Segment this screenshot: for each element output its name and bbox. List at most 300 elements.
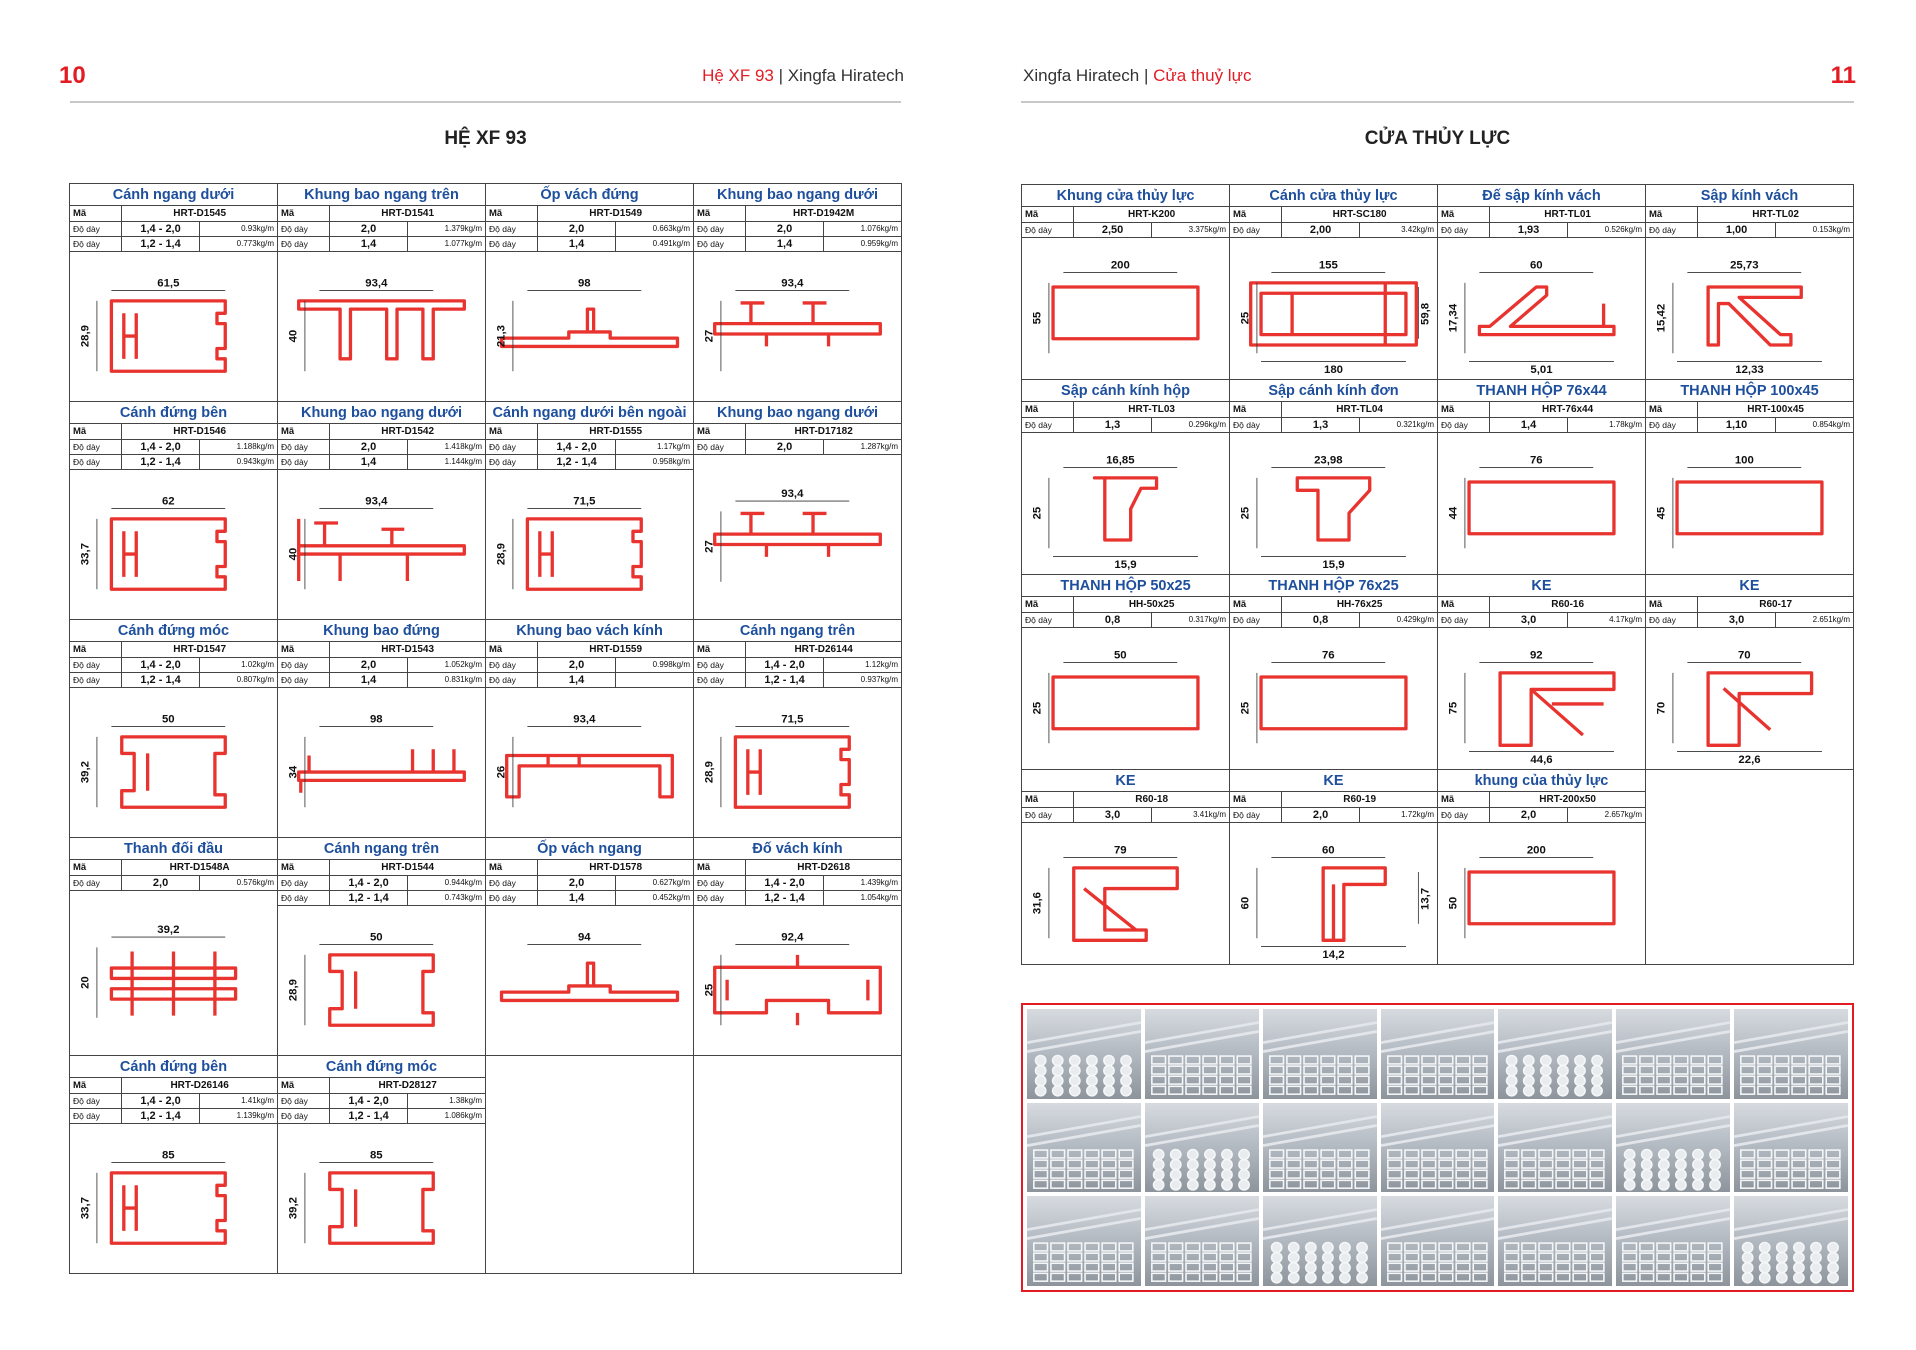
profile-end [1625, 1149, 1635, 1159]
dimension-label: 200 [1526, 843, 1546, 856]
profile-section-svg [1022, 433, 1229, 575]
dimension-label: 59,8 [1419, 302, 1432, 325]
profile-section-svg [70, 688, 277, 838]
profile-end [1657, 1076, 1671, 1084]
profile-end [1387, 1264, 1401, 1272]
profile-end [1186, 1243, 1200, 1251]
profile-end [1741, 1056, 1755, 1064]
profile-title: Khung bao ngang trên [278, 184, 485, 206]
profile-drawing [278, 470, 485, 620]
weight-value: 1.17kg/m [615, 439, 693, 454]
profile-title: THANH HỘP 76x44 [1438, 380, 1645, 402]
profile-end [1777, 1273, 1787, 1283]
profile-drawing [1438, 628, 1645, 770]
profile-end [1387, 1253, 1401, 1261]
thickness-value: 1,4 [330, 672, 408, 687]
profile-card [1230, 380, 1438, 575]
profile-end [1338, 1170, 1352, 1178]
profile-end [1473, 1253, 1487, 1261]
spec-thickness-row [694, 890, 901, 905]
spec-thickness-row [1646, 222, 1853, 237]
profile-spec-table [486, 424, 693, 470]
thickness-value: 1,4 [538, 236, 616, 251]
profile-end [1404, 1253, 1418, 1261]
profile-end [1104, 1086, 1114, 1096]
profile-end [1674, 1253, 1688, 1261]
spec-thickness-row [486, 454, 693, 469]
profile-end [1220, 1243, 1234, 1251]
spec-code-row [1438, 597, 1645, 612]
profile-section-svg [486, 906, 693, 1056]
profile-end [1591, 1274, 1605, 1282]
right-header [1023, 66, 1251, 86]
profile-card [486, 838, 694, 1056]
spec-thickness-row [486, 890, 693, 905]
profile-end [1539, 1160, 1553, 1168]
spec-thickness-row [278, 1093, 485, 1108]
thickness-value: 1,93 [1490, 222, 1568, 237]
profile-end [1034, 1150, 1048, 1158]
dimension-label: 93,4 [365, 494, 388, 507]
profile-end [1456, 1264, 1470, 1272]
profile-end [1439, 1253, 1453, 1261]
weight-value: 0.429kg/m [1359, 612, 1437, 627]
profile-end [1287, 1066, 1301, 1074]
profile-end [1809, 1150, 1823, 1158]
profile-drawing [486, 688, 693, 838]
profile-code: HRT-D1559 [538, 642, 693, 657]
profile-bundle-icon [1381, 1196, 1495, 1286]
weight-value: 3.375kg/m [1151, 222, 1229, 237]
thickness-value: 3,0 [1074, 807, 1152, 822]
profile-end [1340, 1243, 1350, 1253]
profile-spec-table [278, 206, 485, 252]
dimension-label: 15,42 [1655, 303, 1668, 332]
dimension-label: 34 [287, 765, 300, 778]
code-label: Mã [278, 1078, 330, 1093]
weight-value: 0.743kg/m [407, 890, 485, 905]
profile-end [1507, 1066, 1517, 1076]
profile-end [1404, 1066, 1418, 1074]
spec-thickness-row [1438, 417, 1645, 432]
profile-spec-table [278, 1078, 485, 1124]
profile-end [1809, 1076, 1823, 1084]
spec-code-row [1022, 207, 1229, 222]
profile-end [1556, 1264, 1570, 1272]
profile-end [1693, 1169, 1703, 1179]
profile-end [1119, 1170, 1133, 1178]
profile-title: Khung bao vách kính [486, 620, 693, 642]
weight-value: 1.052kg/m [407, 657, 485, 672]
profile-end [1186, 1264, 1200, 1272]
thickness-label: Độ dày [486, 657, 538, 672]
right-header-accent: Cửa thuỷ lực [1153, 66, 1252, 85]
profile-end [1826, 1170, 1840, 1178]
profile-end [1119, 1150, 1133, 1158]
profile-section-svg [486, 688, 693, 838]
profile-spec-table [278, 424, 485, 470]
profile-end [1051, 1160, 1065, 1168]
thickness-label: Độ dày [278, 890, 330, 905]
profile-end [1270, 1150, 1284, 1158]
weight-value: 1.02kg/m [199, 657, 277, 672]
profile-bundle-icon [1263, 1009, 1377, 1099]
right-profile-grid [1021, 184, 1854, 965]
storage-bay [1616, 1103, 1730, 1193]
profile-end [1422, 1274, 1436, 1282]
profile-end [1188, 1149, 1198, 1159]
profile-bar [1734, 1116, 1848, 1145]
spec-thickness-row [278, 454, 485, 469]
thickness-value: 1,2 - 1,4 [122, 454, 200, 469]
profile-code: HRT-D1942M [746, 206, 901, 221]
profile-end [1068, 1243, 1082, 1251]
profile-section-svg [278, 688, 485, 838]
dimension-label: 40 [287, 547, 300, 560]
dimension-label: 12,33 [1735, 363, 1764, 376]
weight-value: 0.317kg/m [1151, 612, 1229, 627]
profile-section-svg [1230, 433, 1437, 575]
profile-card [1022, 185, 1230, 380]
code-label: Mã [1230, 402, 1282, 417]
profile-code: HRT-D1546 [122, 424, 277, 439]
spec-thickness-row [70, 454, 277, 469]
thickness-label: Độ dày [1438, 807, 1490, 822]
dimension-label: 25 [1031, 701, 1044, 714]
profile-section-svg [1438, 628, 1645, 770]
profile-end [1640, 1253, 1654, 1261]
thickness-label: Độ dày [486, 672, 538, 687]
profile-end [1338, 1076, 1352, 1084]
thickness-label: Độ dày [70, 221, 122, 236]
left-header-accent: Hệ XF 93 [702, 66, 774, 85]
profile-end [1439, 1264, 1453, 1272]
profile-end [1357, 1253, 1367, 1263]
spec-thickness-row [1438, 612, 1645, 627]
profile-section-svg [694, 455, 901, 620]
spec-code-row [1022, 597, 1229, 612]
profile-end [1387, 1274, 1401, 1282]
profile-end [1623, 1086, 1637, 1094]
thickness-value: 1,4 - 2,0 [122, 1093, 200, 1108]
spec-thickness-row [694, 672, 901, 687]
spec-code-row [1646, 402, 1853, 417]
spec-thickness-row [1230, 417, 1437, 432]
thickness-value: 2,0 [330, 221, 408, 236]
spec-thickness-row [1022, 807, 1229, 822]
left-section-title: HỆ XF 93 [444, 128, 527, 149]
profile-end [1574, 1150, 1588, 1158]
profile-spec-table [1022, 402, 1229, 433]
profile-end [1153, 1179, 1163, 1189]
spec-code-row [1022, 402, 1229, 417]
profile-end [1811, 1253, 1821, 1263]
profile-bundle-icon [1263, 1103, 1377, 1193]
thickness-label: Độ dày [694, 890, 746, 905]
profile-end [1775, 1066, 1789, 1074]
profile-code: HRT-76x44 [1490, 402, 1645, 417]
profile-end [1068, 1274, 1082, 1282]
profile-end [1203, 1243, 1217, 1251]
profile-end [1473, 1160, 1487, 1168]
profile-end [1760, 1253, 1770, 1263]
dimension-label: 71,5 [781, 712, 804, 725]
spec-thickness-row [70, 439, 277, 454]
thickness-label: Độ dày [1022, 222, 1074, 237]
profile-drawing [486, 470, 693, 620]
profile-end [1792, 1180, 1806, 1188]
profile-title: THANH HỘP 50x25 [1022, 575, 1229, 597]
spec-thickness-row [70, 221, 277, 236]
profile-end [1743, 1263, 1753, 1273]
profile-end [1271, 1253, 1281, 1263]
profile-end [1355, 1160, 1369, 1168]
profile-end [1321, 1150, 1335, 1158]
profile-spec-table [70, 424, 277, 470]
storage-bay [1381, 1103, 1495, 1193]
profile-end [1220, 1086, 1234, 1094]
profile-bundle-icon [1498, 1103, 1612, 1193]
thickness-value: 2,0 [746, 439, 824, 454]
dimension-label: 17,34 [1447, 303, 1460, 332]
code-label: Mã [278, 642, 330, 657]
profile-end [1792, 1086, 1806, 1094]
profile-end [1693, 1179, 1703, 1189]
profile-end [1556, 1150, 1570, 1158]
profile-bar [1145, 1210, 1259, 1239]
profile-code: R60-19 [1282, 792, 1437, 807]
profile-title: Ốp vách đứng [486, 184, 693, 206]
profile-section-svg [278, 252, 485, 402]
profile-code: R60-16 [1490, 597, 1645, 612]
profile-title: Cánh ngang trên [278, 838, 485, 860]
profile-end [1522, 1160, 1536, 1168]
profile-end [1270, 1076, 1284, 1084]
thickness-label: Độ dày [278, 236, 330, 251]
profile-card [1646, 185, 1854, 380]
profile-end [1473, 1066, 1487, 1074]
profile-end [1270, 1066, 1284, 1074]
profile-end [1439, 1076, 1453, 1084]
profile-end [1070, 1066, 1080, 1076]
profile-card [694, 838, 902, 1056]
profile-end [1640, 1066, 1654, 1074]
code-label: Mã [1646, 402, 1698, 417]
dimension-label: 85 [369, 1148, 383, 1161]
profile-end [1036, 1086, 1046, 1096]
profile-end [1222, 1159, 1232, 1169]
profile-drawing [1438, 433, 1645, 575]
profile-end [1691, 1066, 1705, 1074]
profile-end [1087, 1066, 1097, 1076]
profile-bundle-icon [1027, 1009, 1141, 1099]
thickness-value: 1,4 [1490, 417, 1568, 432]
profile-bundle-icon [1734, 1009, 1848, 1099]
profile-end [1422, 1243, 1436, 1251]
profile-end [1287, 1076, 1301, 1084]
profile-end [1070, 1076, 1080, 1086]
profile-section-svg [1022, 238, 1229, 380]
profile-end [1659, 1169, 1669, 1179]
profile-end [1387, 1056, 1401, 1064]
profile-end [1355, 1076, 1369, 1084]
profile-title: Khung bao ngang dưới [694, 184, 901, 206]
dimension-label: 25 [1239, 311, 1252, 324]
profile-title: Cánh đứng bên [70, 402, 277, 424]
profile-end [1541, 1076, 1551, 1086]
profile-end [1674, 1066, 1688, 1074]
profile-end [1270, 1180, 1284, 1188]
code-label: Mã [694, 642, 746, 657]
profile-end [1691, 1274, 1705, 1282]
profile-end [1355, 1180, 1369, 1188]
thickness-value: 0,8 [1282, 612, 1360, 627]
profile-end [1792, 1150, 1806, 1158]
profile-shape [1053, 287, 1198, 339]
profile-spec-table [1438, 792, 1645, 823]
profile-card [486, 184, 694, 402]
profile-end [1556, 1160, 1570, 1168]
profile-bundle-icon [1145, 1103, 1259, 1193]
profile-end [1659, 1149, 1669, 1159]
spec-code-row [1230, 597, 1437, 612]
profile-bar [1027, 1210, 1141, 1239]
profile-end [1541, 1066, 1551, 1076]
weight-value: 1.38kg/m [407, 1093, 485, 1108]
spec-thickness-row [278, 875, 485, 890]
profile-shape [1479, 287, 1614, 335]
dimension-label: 50 [1447, 896, 1460, 909]
profile-end [1473, 1056, 1487, 1064]
thickness-value: 1,3 [1282, 417, 1360, 432]
dimension-label: 27 [703, 329, 716, 342]
profile-end [1220, 1253, 1234, 1261]
spec-thickness-row [1438, 222, 1645, 237]
spec-thickness-row [1646, 612, 1853, 627]
profile-end [1051, 1243, 1065, 1251]
profile-end [1034, 1274, 1048, 1282]
spec-thickness-row [70, 1093, 277, 1108]
profile-end [1792, 1056, 1806, 1064]
profile-bundle-icon [1381, 1103, 1495, 1193]
profile-code: HRT-SC180 [1282, 207, 1437, 222]
profile-end [1809, 1180, 1823, 1188]
profile-end [1777, 1243, 1787, 1253]
profile-end [1068, 1160, 1082, 1168]
profile-end [1558, 1086, 1568, 1096]
profile-end [1657, 1274, 1671, 1282]
profile-bundle-icon [1616, 1196, 1730, 1286]
profile-end [1288, 1253, 1298, 1263]
profile-end [1237, 1056, 1251, 1064]
thickness-label: Độ dày [70, 657, 122, 672]
profile-end [1556, 1243, 1570, 1251]
profile-end [1104, 1076, 1114, 1086]
thickness-value: 1,2 - 1,4 [330, 890, 408, 905]
profile-section-svg [1438, 433, 1645, 575]
thickness-value: 1,4 [330, 454, 408, 469]
profile-end [1456, 1150, 1470, 1158]
profile-end [1387, 1076, 1401, 1084]
profile-drawing [278, 252, 485, 402]
profile-end [1591, 1150, 1605, 1158]
spec-thickness-row [278, 221, 485, 236]
thickness-value: 2,0 [1490, 807, 1568, 822]
dimension-label: 15,9 [1322, 558, 1345, 571]
profile-end [1674, 1056, 1688, 1064]
profile-end [1556, 1180, 1570, 1188]
thickness-value: 1,2 - 1,4 [538, 454, 616, 469]
profile-end [1237, 1264, 1251, 1272]
profile-end [1387, 1066, 1401, 1074]
profile-end [1558, 1076, 1568, 1086]
profile-end [1541, 1056, 1551, 1066]
profile-section-svg [278, 1124, 485, 1274]
profile-end [1505, 1180, 1519, 1188]
profile-end [1169, 1274, 1183, 1282]
right-section-title: CỬA THỦY LỰC [1364, 128, 1511, 149]
profile-bar [1734, 1210, 1848, 1239]
thickness-label: Độ dày [1646, 222, 1698, 237]
spec-thickness-row [486, 875, 693, 890]
profile-title: Khung bao ngang dưới [278, 402, 485, 424]
storage-bay [1145, 1009, 1259, 1099]
profile-end [1758, 1076, 1772, 1084]
profile-code: HRT-TL02 [1698, 207, 1853, 222]
profile-end [1070, 1086, 1080, 1096]
dimension-label: 93,4 [781, 487, 804, 500]
profile-end [1153, 1159, 1163, 1169]
profile-card [278, 184, 486, 402]
profile-code: HRT-D28127 [330, 1078, 485, 1093]
profile-end [1186, 1274, 1200, 1282]
profile-end [1826, 1086, 1840, 1094]
thickness-label: Độ dày [278, 1093, 330, 1108]
profile-end [1811, 1273, 1821, 1283]
profile-end [1321, 1170, 1335, 1178]
dimension-label: 14,2 [1322, 948, 1345, 961]
code-label: Mã [1022, 402, 1074, 417]
profile-end [1404, 1160, 1418, 1168]
code-label: Mã [70, 424, 122, 439]
profile-end [1709, 1253, 1723, 1261]
profile-end [1574, 1264, 1588, 1272]
profile-shape [111, 300, 225, 370]
dimension-label: 39,2 [157, 923, 180, 936]
profile-bar [1616, 1210, 1730, 1239]
profile-end [1741, 1066, 1755, 1074]
profile-code: HRT-D1543 [330, 642, 485, 657]
profile-end [1473, 1150, 1487, 1158]
profile-end [1357, 1273, 1367, 1283]
code-label: Mã [694, 206, 746, 221]
code-label: Mã [278, 206, 330, 221]
profile-end [1539, 1243, 1553, 1251]
profile-end [1051, 1180, 1065, 1188]
code-label: Mã [694, 860, 746, 875]
storage-bay [1734, 1009, 1848, 1099]
profile-end [1102, 1274, 1116, 1282]
weight-value: 2.657kg/m [1567, 807, 1645, 822]
profile-end [1792, 1076, 1806, 1084]
profile-end [1152, 1264, 1166, 1272]
profile-shape [1074, 867, 1178, 939]
profile-end [1777, 1253, 1787, 1263]
profile-bar [1027, 1116, 1141, 1145]
profile-end [1775, 1076, 1789, 1084]
profile-bar [1498, 1116, 1612, 1145]
profile-end [1811, 1263, 1821, 1273]
